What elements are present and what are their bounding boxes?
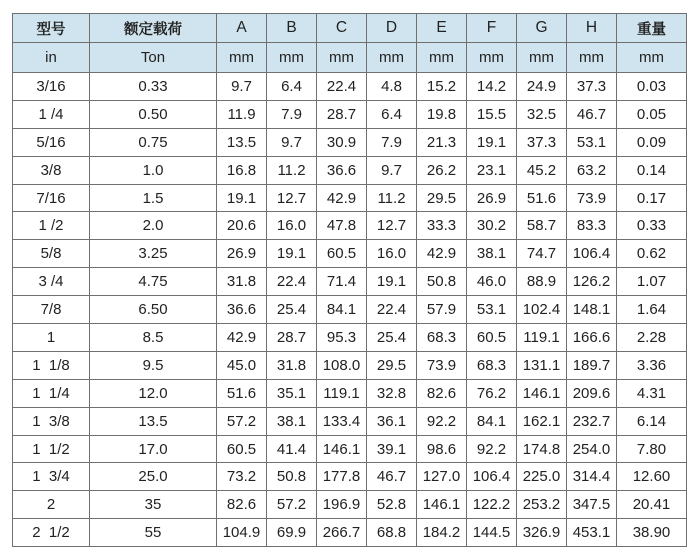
table-cell: 32.8 (367, 379, 417, 407)
table-cell: 68.3 (467, 351, 517, 379)
table-cell: 45.0 (217, 351, 267, 379)
table-cell: 1.07 (617, 268, 687, 296)
unit-cell-c: mm (317, 43, 367, 73)
table-row (13, 156, 687, 184)
table-cell: 4.31 (617, 379, 687, 407)
table-row (13, 324, 687, 352)
table-cell: 209.6 (567, 379, 617, 407)
table-cell: 1 1/2 (13, 435, 90, 463)
table-cell: 0.33 (90, 73, 217, 101)
table-cell: 30.2 (467, 212, 517, 240)
header-cell-g: G (517, 14, 567, 43)
header-cell-h: H (567, 14, 617, 43)
table-cell: 71.4 (317, 268, 367, 296)
table-cell: 0.62 (617, 240, 687, 268)
table-cell: 21.3 (417, 128, 467, 156)
table-cell: 0.05 (617, 100, 687, 128)
table-cell: 225.0 (517, 463, 567, 491)
table-cell: 162.1 (517, 407, 567, 435)
table-cell: 92.2 (417, 407, 467, 435)
table-cell: 196.9 (317, 491, 367, 519)
table-cell: 38.1 (267, 407, 317, 435)
table-cell: 6.50 (90, 296, 217, 324)
table-cell: 9.5 (90, 351, 217, 379)
table-cell: 0.03 (617, 73, 687, 101)
table-cell: 22.4 (367, 296, 417, 324)
table-cell: 11.2 (367, 184, 417, 212)
table-row (13, 296, 687, 324)
table-cell: 15.5 (467, 100, 517, 128)
table-cell: 127.0 (417, 463, 467, 491)
table-cell: 37.3 (567, 73, 617, 101)
table-row (13, 379, 687, 407)
table-cell: 0.50 (90, 100, 217, 128)
table-cell: 60.5 (317, 240, 367, 268)
table-cell: 146.1 (417, 491, 467, 519)
table-cell: 106.4 (567, 240, 617, 268)
table-row (13, 491, 687, 519)
table-cell: 1 (13, 324, 90, 352)
table-cell: 41.4 (267, 435, 317, 463)
table-cell: 84.1 (317, 296, 367, 324)
table-cell: 3/8 (13, 156, 90, 184)
table-cell: 1 /2 (13, 212, 90, 240)
table-cell: 28.7 (317, 100, 367, 128)
table-cell: 36.6 (217, 296, 267, 324)
table-cell: 19.1 (367, 268, 417, 296)
table-cell: 347.5 (567, 491, 617, 519)
table-row (13, 184, 687, 212)
table-cell: 13.5 (90, 407, 217, 435)
unit-cell-b: mm (267, 43, 317, 73)
table-cell: 57.9 (417, 296, 467, 324)
table-cell: 31.8 (217, 268, 267, 296)
table-cell: 68.8 (367, 519, 417, 547)
header-cell-c: C (317, 14, 367, 43)
table-cell: 19.1 (217, 184, 267, 212)
table-cell: 33.3 (417, 212, 467, 240)
table-cell: 0.14 (617, 156, 687, 184)
table-cell: 82.6 (217, 491, 267, 519)
table-cell: 52.8 (367, 491, 417, 519)
table-cell: 29.5 (367, 351, 417, 379)
table-row (13, 463, 687, 491)
table-cell: 20.6 (217, 212, 267, 240)
table-cell: 14.2 (467, 73, 517, 101)
table-cell: 84.1 (467, 407, 517, 435)
table-cell: 9.7 (367, 156, 417, 184)
table-cell: 11.2 (267, 156, 317, 184)
table-cell: 55 (90, 519, 217, 547)
table-cell: 253.2 (517, 491, 567, 519)
table-cell: 122.2 (467, 491, 517, 519)
table-cell: 102.4 (517, 296, 567, 324)
table-row (13, 73, 687, 101)
table-cell: 1.5 (90, 184, 217, 212)
table-cell: 16.0 (367, 240, 417, 268)
table-cell: 68.3 (417, 324, 467, 352)
table-cell: 46.0 (467, 268, 517, 296)
table-cell: 19.1 (467, 128, 517, 156)
header-cell-f: F (467, 14, 517, 43)
unit-cell-f: mm (467, 43, 517, 73)
table-cell: 131.1 (517, 351, 567, 379)
table-body (13, 14, 687, 547)
table-cell: 38.90 (617, 519, 687, 547)
table-cell: 174.8 (517, 435, 567, 463)
unit-cell-weight: mm (617, 43, 687, 73)
unit-cell-model: in (13, 43, 90, 73)
header-cell-d: D (367, 14, 417, 43)
table-cell: 2 1/2 (13, 519, 90, 547)
table-cell: 28.7 (267, 324, 317, 352)
unit-cell-e: mm (417, 43, 467, 73)
table-cell: 126.2 (567, 268, 617, 296)
table-cell: 30.9 (317, 128, 367, 156)
table-cell: 60.5 (217, 435, 267, 463)
table-cell: 133.4 (317, 407, 367, 435)
table-cell: 0.09 (617, 128, 687, 156)
table-cell: 148.1 (567, 296, 617, 324)
table-cell: 13.5 (217, 128, 267, 156)
table-cell: 1 1/8 (13, 351, 90, 379)
table-cell: 1.64 (617, 296, 687, 324)
table-cell: 82.6 (417, 379, 467, 407)
table-cell: 1 3/8 (13, 407, 90, 435)
table-cell: 16.8 (217, 156, 267, 184)
table-cell: 24.9 (517, 73, 567, 101)
table-cell: 7.9 (367, 128, 417, 156)
unit-cell-h: mm (567, 43, 617, 73)
spec-table (12, 13, 687, 547)
table-cell: 12.0 (90, 379, 217, 407)
table-cell: 12.60 (617, 463, 687, 491)
table-cell: 17.0 (90, 435, 217, 463)
table-cell: 108.0 (317, 351, 367, 379)
table-cell: 53.1 (567, 128, 617, 156)
table-cell: 46.7 (567, 100, 617, 128)
table-cell: 45.2 (517, 156, 567, 184)
table-cell: 6.4 (367, 100, 417, 128)
table-cell: 50.8 (417, 268, 467, 296)
table-cell: 9.7 (217, 73, 267, 101)
table-row (13, 268, 687, 296)
table-row (13, 435, 687, 463)
table-cell: 42.9 (217, 324, 267, 352)
table-cell: 37.3 (517, 128, 567, 156)
table-cell: 63.2 (567, 156, 617, 184)
table-cell: 88.9 (517, 268, 567, 296)
table-cell: 104.9 (217, 519, 267, 547)
table-cell: 73.2 (217, 463, 267, 491)
table-cell: 60.5 (467, 324, 517, 352)
table-cell: 83.3 (567, 212, 617, 240)
table-cell: 7/16 (13, 184, 90, 212)
table-cell: 119.1 (317, 379, 367, 407)
table-cell: 146.1 (317, 435, 367, 463)
table-cell: 22.4 (267, 268, 317, 296)
table-cell: 2.0 (90, 212, 217, 240)
table-cell: 4.75 (90, 268, 217, 296)
table-cell: 3.36 (617, 351, 687, 379)
table-cell: 1.0 (90, 156, 217, 184)
table-cell: 0.75 (90, 128, 217, 156)
table-cell: 6.14 (617, 407, 687, 435)
table-cell: 57.2 (267, 491, 317, 519)
table-cell: 2 (13, 491, 90, 519)
table-cell: 57.2 (217, 407, 267, 435)
table-cell: 3.25 (90, 240, 217, 268)
table-cell: 3/16 (13, 73, 90, 101)
table-cell: 19.1 (267, 240, 317, 268)
table-cell: 73.9 (417, 351, 467, 379)
table-cell: 146.1 (517, 379, 567, 407)
table-cell: 69.9 (267, 519, 317, 547)
unit-cell-g: mm (517, 43, 567, 73)
table-cell: 51.6 (217, 379, 267, 407)
header-cell-e: E (417, 14, 467, 43)
table-cell: 26.9 (467, 184, 517, 212)
table-cell: 5/16 (13, 128, 90, 156)
table-cell: 58.7 (517, 212, 567, 240)
header-cell-rated-load: 额定载荷 (90, 14, 217, 43)
table-cell: 166.6 (567, 324, 617, 352)
table-cell: 95.3 (317, 324, 367, 352)
table-cell: 26.9 (217, 240, 267, 268)
table-cell: 254.0 (567, 435, 617, 463)
header-cell-a: A (217, 14, 267, 43)
table-cell: 453.1 (567, 519, 617, 547)
table-cell: 1 1/4 (13, 379, 90, 407)
table-row (13, 407, 687, 435)
table-cell: 12.7 (367, 212, 417, 240)
table-cell: 98.6 (417, 435, 467, 463)
table-cell: 46.7 (367, 463, 417, 491)
table-cell: 25.4 (267, 296, 317, 324)
table-cell: 36.6 (317, 156, 367, 184)
table-cell: 4.8 (367, 73, 417, 101)
table-cell: 73.9 (567, 184, 617, 212)
table-cell: 25.4 (367, 324, 417, 352)
table-cell: 25.0 (90, 463, 217, 491)
table-row (13, 351, 687, 379)
header-cell-weight: 重量 (617, 14, 687, 43)
table-row (13, 519, 687, 547)
table-cell: 2.28 (617, 324, 687, 352)
table-cell: 177.8 (317, 463, 367, 491)
unit-cell-rated-load: Ton (90, 43, 217, 73)
table-cell: 266.7 (317, 519, 367, 547)
table-cell: 76.2 (467, 379, 517, 407)
header-cell-b: B (267, 14, 317, 43)
table-cell: 12.7 (267, 184, 317, 212)
table-cell: 189.7 (567, 351, 617, 379)
table-cell: 47.8 (317, 212, 367, 240)
table-cell: 36.1 (367, 407, 417, 435)
table-cell: 314.4 (567, 463, 617, 491)
table-cell: 15.2 (417, 73, 467, 101)
table-cell: 1 3/4 (13, 463, 90, 491)
header-row-units (13, 43, 687, 73)
table-cell: 51.6 (517, 184, 567, 212)
table-cell: 8.5 (90, 324, 217, 352)
table-cell: 23.1 (467, 156, 517, 184)
table-cell: 0.17 (617, 184, 687, 212)
table-row (13, 212, 687, 240)
table-cell: 53.1 (467, 296, 517, 324)
table-cell: 42.9 (417, 240, 467, 268)
table-cell: 6.4 (267, 73, 317, 101)
table-cell: 19.8 (417, 100, 467, 128)
table-cell: 11.9 (217, 100, 267, 128)
table-cell: 74.7 (517, 240, 567, 268)
table-cell: 7.80 (617, 435, 687, 463)
table-cell: 29.5 (417, 184, 467, 212)
table-cell: 7.9 (267, 100, 317, 128)
table-cell: 22.4 (317, 73, 367, 101)
table-cell: 1 /4 (13, 100, 90, 128)
table-cell: 42.9 (317, 184, 367, 212)
table-cell: 32.5 (517, 100, 567, 128)
table-cell: 184.2 (417, 519, 467, 547)
table-cell: 326.9 (517, 519, 567, 547)
table-cell: 119.1 (517, 324, 567, 352)
table-cell: 0.33 (617, 212, 687, 240)
table-cell: 50.8 (267, 463, 317, 491)
table-cell: 39.1 (367, 435, 417, 463)
spec-table-container (12, 13, 687, 547)
table-cell: 3 /4 (13, 268, 90, 296)
table-cell: 16.0 (267, 212, 317, 240)
table-cell: 106.4 (467, 463, 517, 491)
table-row (13, 100, 687, 128)
table-cell: 38.1 (467, 240, 517, 268)
header-row-names (13, 14, 687, 43)
table-row (13, 240, 687, 268)
table-cell: 7/8 (13, 296, 90, 324)
table-cell: 26.2 (417, 156, 467, 184)
table-cell: 9.7 (267, 128, 317, 156)
table-cell: 232.7 (567, 407, 617, 435)
table-cell: 35 (90, 491, 217, 519)
table-cell: 35.1 (267, 379, 317, 407)
table-cell: 31.8 (267, 351, 317, 379)
table-cell: 5/8 (13, 240, 90, 268)
unit-cell-d: mm (367, 43, 417, 73)
unit-cell-a: mm (217, 43, 267, 73)
header-cell-model: 型号 (13, 14, 90, 43)
table-row (13, 128, 687, 156)
table-cell: 144.5 (467, 519, 517, 547)
table-cell: 92.2 (467, 435, 517, 463)
table-cell: 20.41 (617, 491, 687, 519)
